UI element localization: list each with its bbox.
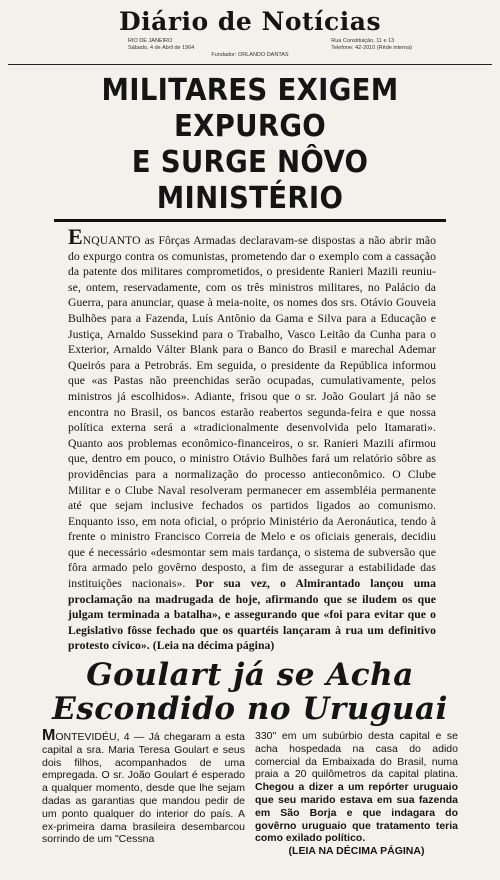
- secondary-story-dropcap: M: [42, 727, 56, 745]
- secondary-story: [42, 727, 458, 858]
- secondary-story-column-2-text: 330" em um subúrbio desta capital e se acha hospedada na casa do adido comercial da Embaixada do Brasil, numa praia a 20 quilômetros da capital platina.: [255, 730, 458, 781]
- main-story-paragraph-2: Por sua vez, o Almirantado lançou uma proclamação na madrugada de hoje, afirmando que se iludem os que julgam terminada a batalha», e assegurando que «foi para evitar que o Legislativo fôsse fechado que os quartéis lançaram à rua um definitivo protesto cívico». (Leia na décima página): [68, 577, 436, 653]
- main-story-paragraph-1: NQUANTO as Fôrças Armadas declaravam-se dispostas a não abrir mão do expurgo contra os comunistas, prometendo dar o exemplo com a cassação da patente dos militares comprometidos, o presidente Ranieri Mazili reuniu-se, ontem, reservadamente, com os três ministros militares, no Palácio da Guerra, para anunciar, quase à meia-noite, os nomes dos srs. Otávio Gouveia Bulhões para a Fazenda, Luís Antônio da Gama e Silva para a Educação e Justiça, Arnaldo Sussekind para o Trabalho, Vasco Leitão da Cunha para o Exterior, Arnaldo Válter Blank para o Banco do Brasil e marechal Ademar Queirós para a Petrobrás. Em seguida, o presidente da República informou que «as Pastas não preenchidas serão ocupadas, cumulativamente, pelos ministros já escolhidos». Adiante, frisou que o sr. João Goulart já não se encontra no Brasil, os bancos estarão reabertos segunda-feira e que nossa política externa será a «tradicionalmente desenvolvida pelo Itamarati». Quanto aos problemas econômico-financeiros, o sr. Ranieri Mazili afirmou que, dentro em pouco, o ministro Otávio Bulhões fará um relatório sôbre as providências para a normalização do processo antieconômico. O Clube Militar e o Clube Naval resolveram permanecer em assembléia permanente até que sejam inclusive fechados os partidos ligados ao comunismo. Enquanto isso, em nota oficial, o próprio Ministério da Aeronáutica, tendo à frente o ministro Francisco Correia de Melo e os oficiais generais, decidiu que é necessário «desmontar sem mais tardança, o sistema de subversão que fôra armado pelo govêrno desposto, a fim de assegurar a estabilidade das instituições nacionais».: [68, 234, 436, 591]
- secondary-headline-line-1: Goulart já se Acha: [86, 657, 414, 694]
- masthead-date: Sábado, 4 de Abril de 1964: [128, 45, 195, 51]
- secondary-story-continuation: (LEIA NA DÉCIMA PÁGINA): [288, 845, 425, 858]
- secondary-story-column-2-bold-text: Chegou a dizer a um repórter uruguaio que seu marido estava em sua fazenda em São Borja e que indagara do govêrno uruguaio que tratamento teria como exilado político.: [255, 781, 458, 845]
- secondary-story-column-1-text: ONTEVIDÉU, 4 — Já chegaram a esta capital a sra. Maria Teresa Goulart e seus dois filhos, acompanhados de uma empregada. O sr. João Goulart é esperado a qualquer momento, desde que lhe sejam dadas as garantias que mandou pedir de um ponto qualquer do interior do país. A ex-primeira dama brasileira desembarcou sorrindo de um "Cessna: [42, 731, 245, 846]
- masthead-contact-info: [331, 38, 412, 52]
- main-headline-line-1: MILITARES EXIGEM EXPURGO: [101, 73, 399, 144]
- secondary-headline-line-2: Escondido no Uruguai: [52, 691, 448, 728]
- masthead: [8, 0, 492, 65]
- secondary-story-column-2: [255, 730, 458, 858]
- main-story-dropcap: E: [68, 224, 83, 249]
- main-story: [68, 224, 436, 654]
- masthead-address: Rua Constituição, 11 e 13: [331, 38, 395, 44]
- masthead-founder: Fundador: ORLANDO DANTAS: [211, 52, 289, 58]
- main-headline-line-2: E SURGE NÔVO MINISTÉRIO: [131, 145, 369, 216]
- secondary-headline: [8, 658, 492, 726]
- masthead-phone: Telefone: 42-2010 (Rêde interna): [331, 45, 412, 51]
- secondary-story-column-1: [42, 727, 245, 858]
- main-headline: [54, 73, 446, 222]
- masthead-date-info: [128, 38, 194, 52]
- newspaper-logo: Diário de Notícias: [118, 7, 382, 36]
- masthead-city: RIO DE JANEIRO: [128, 38, 173, 44]
